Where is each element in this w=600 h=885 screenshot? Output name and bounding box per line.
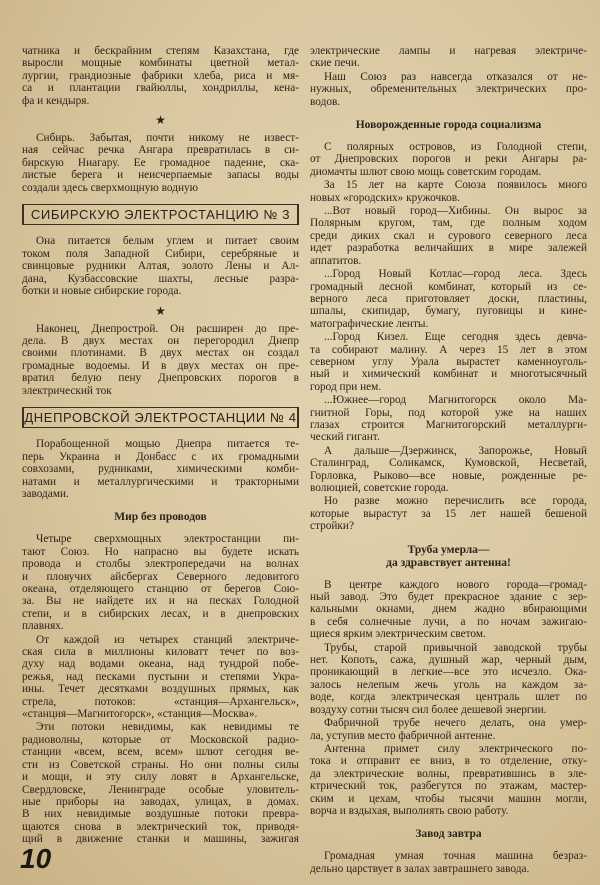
text-line: Громадная умная точная машина безраз- [324,850,587,863]
text-line: ская сила в миллионы киловатт течет по воз- [22,646,299,659]
text-line: ный завод. Это будет прекрасное здание с зер- [310,591,587,604]
text-line: листые берега и неисчерпаемые запасы воды [22,169,299,182]
star-separator-icon: ★ [155,113,166,128]
text-line: да здравствует антенна! [386,556,511,569]
text-line: водов. [310,95,341,108]
text-line: дельно царствует в залах завтрашнего завода. [310,862,530,875]
text-line: ные приборы на заводах, улицах, в домах. [22,795,299,808]
text-line: током поля Западной Сибири, серебряные и [22,247,299,260]
text-line: перь Украина и Донбасс с их громадными [22,450,299,463]
text-line: электрический ток [22,384,112,397]
text-line: плавнях. [22,620,64,633]
paragraph [310,445,587,495]
text-line: Полярным кругом, там, где полным ходом [310,217,587,230]
text-line: Четыре сверхмощных электростанции пи- [36,533,299,546]
text-line: стройки? [310,520,354,533]
text-line: ...Южнее—город Магнитогорск около Ма- [324,394,587,407]
text-line: ная сейчас речка Ангара превратилась в си- [22,144,299,157]
text-line: от Днепровских порогов и реки Ангары ра- [310,153,587,166]
paragraph [310,717,587,742]
text-line: свинцовые рудники Алтая, золото Лены и Ал- [22,260,299,273]
section-heading [310,119,587,132]
text-line: нужных, обременительных электрических про- [310,83,587,96]
paragraph [22,235,299,297]
text-line: степи, и в сибирских лесах, и в днепровских [22,607,299,620]
paragraph [22,323,299,397]
text-line: океана, отделяющего станцию от берегов Сою- [22,583,299,595]
text-line: диомачты шлют свою мощь советским городам. [310,165,542,178]
text-line: Порабощенной мощью Днепра питается те- [36,438,299,451]
text-line: А дальше—Дзержинск, Запорожье, Новый [324,444,587,457]
text-line: Горловка, Рыково—все новые, рожденные ре- [310,469,587,482]
paragraph [310,850,587,875]
paragraph [310,71,587,108]
text-line: За 15 лет на карте Союза появилось много [324,179,587,192]
paragraph [310,579,587,641]
text-line: Наш Союз раз навсегда отказался от не- [324,70,587,83]
text-line: Труба умерла— [407,543,490,556]
text-line: да электрические волны, превратившись в эле- [310,767,587,780]
text-line: Она питается белым углем и питает своим [36,235,299,248]
text-line: Сибирь. Забытая, почти никому не извест- [36,132,299,145]
paragraph [22,45,299,107]
text-line: Наконец, Днепрострой. Он расширен до пре- [36,322,299,335]
left-column [22,45,299,847]
text-line: духу над водами океана, над тундрой побе- [22,658,299,671]
text-line: нет. Копоть, сажа, душный жар, черный дым, [310,654,587,667]
text-line: громадные водоемы. И в двух местах он пре- [22,359,299,372]
section-title-box: ДНЕПРОВСКОЙ ЭЛЕКТРОСТАНЦИИ № 4 [22,407,299,428]
text-line: Новорожденные города социализма [355,119,542,132]
text-line: провода и столбы электропередачи на волнах [22,558,299,571]
text-line: тока и отправит ее вниз, в то отделение, отку- [310,755,587,768]
text-line: среди диких скал и сурового северного леса [310,229,587,242]
paragraph [310,141,587,178]
text-line: лургии, грандиозные фабрики хлеба, риса и мя- [22,69,299,82]
text-line: Фабричной трубе нечего делать, она умер- [324,717,587,730]
paragraph [22,721,299,845]
text-line: воздуху сотни тысяч сил более дешевой энергии. [310,703,547,716]
text-line: проникающий в легкие—все это исчезло. Ока- [310,666,587,679]
text-line: и пловучих айсбергах Северного ледовитого [22,570,299,583]
text-line: режья, над песками пустыни и степями Укра- [22,670,299,683]
text-line: новых «городских» кружочков. [310,191,460,204]
text-line: ские печи. [310,57,360,70]
text-line: Завод завтра [415,828,482,841]
paragraph [310,495,587,532]
text-line: в себя солнечные лучи, а по ночам зажигаю- [310,615,587,628]
paragraph [310,45,587,70]
text-line: и мощи, и эту силу ловят в Архангельске, [22,771,299,784]
text-line: С полярных островов, из Голодной степи, [324,141,587,154]
paragraph [310,642,587,716]
text-line: Свердловске, Ленинграде особые уловитель- [22,783,299,796]
text-line: гнитной Горы, под которой уже на наших [310,406,587,419]
text-line: дела. В двух местах он перегородил Днепр [22,334,299,347]
paragraph [22,634,299,721]
text-line: Но разве можно перечислить все города, [324,495,587,508]
section-title-box: СИБИРСКУЮ ЭЛЕКТРОСТАНЦИЮ № 3 [22,204,299,225]
text-line: матографические ленты. [310,317,429,330]
paragraph [310,394,587,444]
text-line: стрела, потоков: «станция—Архангельск», [22,695,299,708]
text-line: громадный лесной комбинат, который из се- [310,280,587,293]
text-line: От каждой из четырех станций электриче- [36,633,299,646]
text-line: которые вырастут за 15 лет нашей бешеной [310,507,587,520]
text-line: ла, уступив место фабричной антенне. [310,729,496,742]
text-line: заводами. [22,487,69,500]
text-line: ботки и новые сибирские города. [22,285,182,298]
paragraph [22,132,299,194]
star-separator-icon: ★ [155,303,166,318]
text-line: северном углу Урала вырастет каменноуголь- [310,355,587,368]
text-line: Антенна примет силу электрического по- [324,742,587,755]
paragraph [310,743,587,817]
text-line: Трубы, старой привычной заводской трубы [324,641,587,654]
text-line: станции «всем, всем, всем» шлют сегодня ве- [22,746,299,759]
text-line: кальными окнами, днем жадно вбирающими [310,603,587,616]
text-line: бирскую Ниагару. Ее громадное падение, ска- [22,156,299,169]
text-line: щий в движение станки и машины, зажигая [22,833,299,846]
text-line: шпалы, скипидар, бумагу, пуговицы и кине- [310,305,587,318]
paragraph [310,179,587,204]
text-line: вратил белую пену Днепровских порогов в [22,372,299,385]
text-line: совхозами, рудниками, химическими комби- [22,463,299,476]
text-line: воде, когда электрическая централь шлет по [310,691,587,704]
paragraph [310,331,587,393]
text-line: идет разработка величайших в мире залежей [310,242,587,255]
text-line: натами и металлургическими и тракторными [22,475,299,488]
text-line: ...Город Кизел. Еще сегодня здесь девча- [324,331,587,344]
text-line: создали здесь сверхмощную водную [22,181,199,194]
text-line: ским и цехам, чтобы тысячи машин могли, [310,792,587,805]
text-line: Мир без проводов [114,511,207,524]
text-line: ный и химический комбинат и многотысячный [310,368,587,381]
text-line: тают Союз. Но напрасно вы будете искать [22,545,299,558]
text-line: город при нем. [310,380,382,393]
text-line: щаются снова в электрический ток, приводя- [22,820,299,833]
text-line: сти из Советской страны. Но они полны силы [22,758,299,771]
text-line: В центре каждого нового города—громад- [324,578,587,591]
text-line: та собирают малину. А через 15 лет в этом [310,343,587,356]
paragraph [22,533,299,632]
text-line: са и плантации гвайюллы, хондриллы, кена- [22,82,299,95]
page-number: 10 [20,843,52,874]
text-line: ины. Течет десятками воздушных прямых, как [22,683,299,696]
paragraph [310,268,587,330]
text-line: ктрический ток, разбегутся по этажам, мастер- [310,780,587,793]
text-line: ческий гигант. [310,431,380,444]
text-line: выросли мощные комбинаты цветной метал- [22,57,299,70]
text-line: верного леса приготовляет доски, пластины, [310,292,587,305]
right-column [310,45,587,876]
text-line: щиеся ярким электрическим светом. [310,628,486,641]
text-line: ...Город Новый Котлас—город леса. Здесь [324,268,587,281]
text-line: радиоволны, которые от Московской радио- [22,733,299,746]
text-line: ...Вот новый город—Хибины. Он вырос за [324,205,587,218]
text-line: ворча и вздыхая, выполнять свою работу. [310,804,509,817]
text-line: залось нелепым жечь уголь на каждом за- [310,678,587,691]
text-line: электрические лампы и нагревая электриче- [310,45,587,57]
text-line: глазах строится Магнитогорский металлурги- [310,418,587,431]
text-line: «станция—Магнитогорск», «станция—Москва». [22,708,258,721]
text-line: за. Вы не найдете их и на песках Голодной [22,595,299,608]
text-line: своими плотинами. В двух местах он создал [22,347,299,360]
section-heading [310,544,587,570]
text-line: чатника и бескрайним степям Казахстана, где [22,45,299,57]
text-line: аппатитов. [310,254,362,267]
section-heading [22,511,299,524]
paragraph [22,438,299,500]
text-line: Эти потоки невидимы, как невидимы те [36,721,299,734]
section-heading [310,828,587,841]
text-line: В них невидимые воздушные потоки превра- [22,808,299,821]
text-line: Сталинград, Соликамск, Кумовской, Несветай, [310,457,587,470]
text-line: волюцией, советские города. [310,482,449,494]
text-line: фа и кендыря. [22,94,90,107]
text-line: дана, Кузбассовские шахты, лесные разра- [22,272,299,285]
paragraph [310,205,587,267]
